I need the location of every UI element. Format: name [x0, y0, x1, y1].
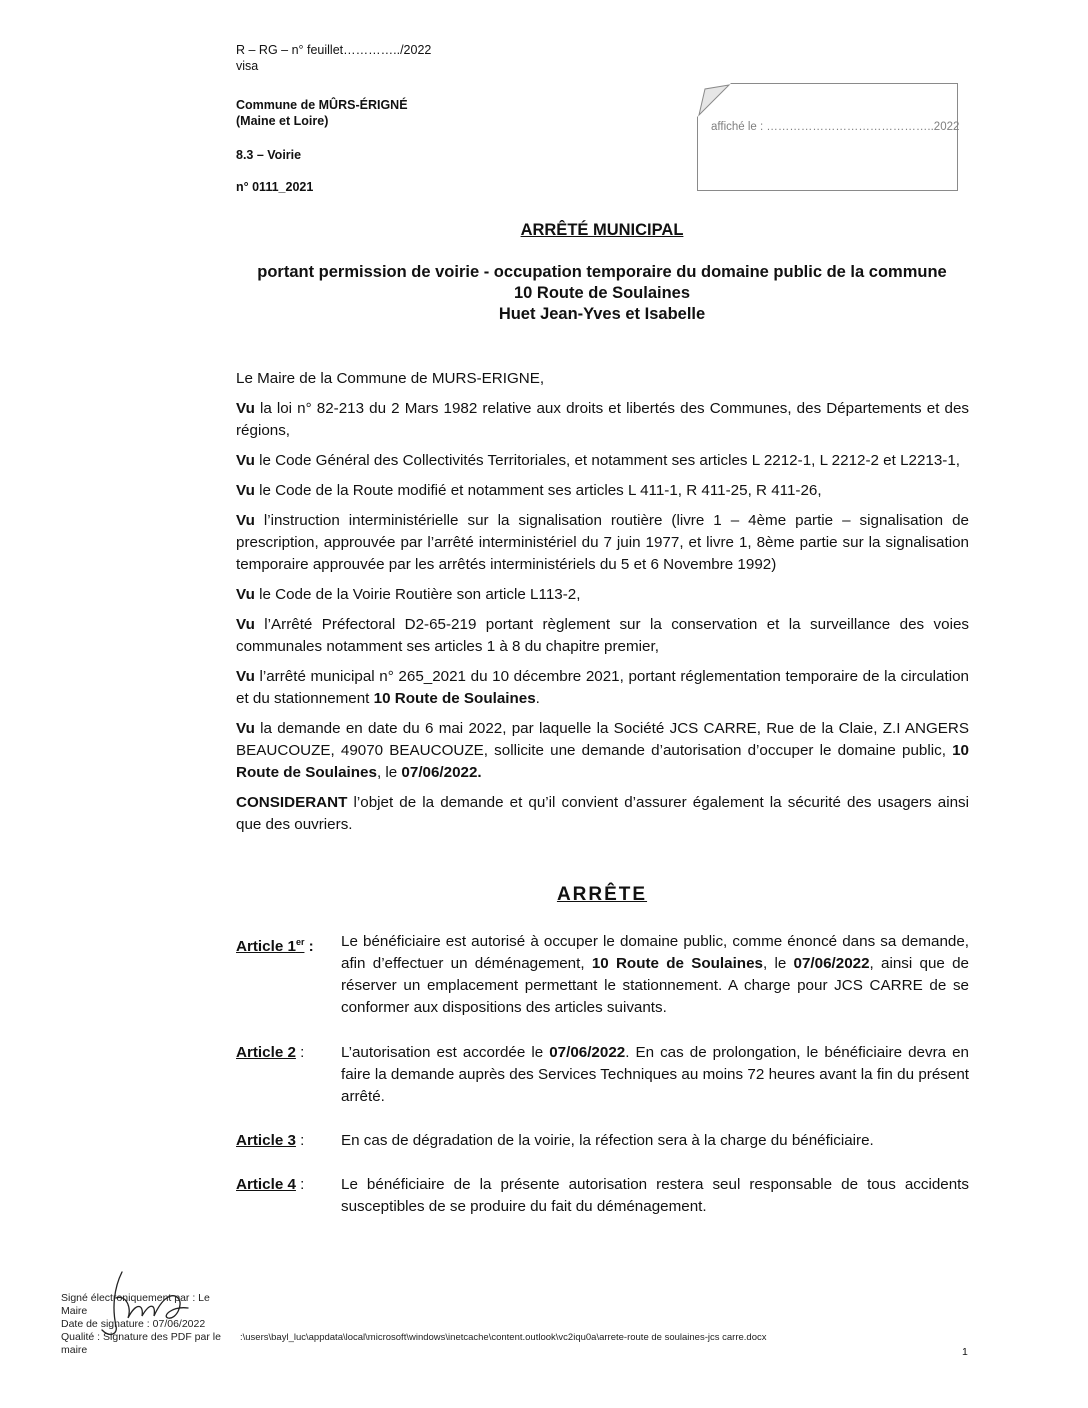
- article-2-label: [236, 1042, 304, 1064]
- preamble-intro: Le Maire de la Commune de MURS-ERIGNE,: [236, 370, 545, 387]
- date-bold: 07/06/2022: [549, 1044, 626, 1061]
- vu-paragraph-5: [236, 584, 969, 606]
- vu-text: l’arrêté municipal n° 265_2021 du 10 décembre 2021, portant réglementation temporaire de la circulation et du stationnement: [236, 668, 969, 707]
- document-subtitle: [240, 262, 964, 325]
- article-3-text: En cas de dégradation de la voirie, la réfection sera à la charge du bénéficiaire.: [341, 1132, 874, 1149]
- article-text: , ainsi que de réserver un emplacement permettant le stationnement. A charge pour JCS CARRE de se conformer aux dispositions des articles suivants.: [341, 955, 969, 1016]
- article-text: , le: [762, 955, 794, 972]
- file-path: :\users\bayl_luc\appdata\local\microsoft\windows\inetcache\content.outlook\vc2iqu0a\arrete-route de soulaines-jcs carre.docx: [240, 1332, 767, 1343]
- article-text: Le bénéficiaire est autorisé à occuper le domaine public, comme énoncé dans sa demande, afin d’effectuer un déménagement,: [341, 933, 969, 972]
- considerant-text: l’objet de la demande et qu’il convient d’assurer également la sécurité des usagers ainsi que des ouvriers.: [236, 794, 969, 833]
- article-1-text: [341, 931, 969, 1019]
- article-colon: :: [295, 1176, 305, 1193]
- electronic-signature-info: [61, 1292, 231, 1357]
- article-colon: :: [295, 1132, 305, 1149]
- vu-text: l’Arrêté Préfectoral D2-65-219 portant règlement sur la conservation et la surveillance des voies communales notamment ses articles 1 à 8 du chapitre premier,: [236, 616, 969, 655]
- subtitle-line-1: portant permission de voirie - occupation temporaire du domaine public de la commune: [257, 263, 947, 281]
- date-bold: 07/06/2022: [793, 955, 870, 972]
- vu-text: le Code Général des Collectivités Territoriales, et notamment ses articles L 2212-1, L 2212-2 et L2213-1,: [254, 452, 961, 469]
- vu-word: Vu: [236, 482, 255, 499]
- posting-stamp-box: [697, 83, 958, 191]
- article-text: . En cas de prolongation, le bénéficiaire devra en faire la demande auprès des Services Techniques au moins 72 heures avant la fin du présent arrêté.: [341, 1044, 970, 1105]
- vu-text: le Code de la Voirie Routière son article L113-2,: [254, 586, 581, 603]
- vu-text: la demande en date du 6 mai 2022, par laquelle la Société JCS CARRE, Rue de la Claie, Z.I ANGERS BEAUCOUZE, 49070 BEAUCOUZE, sollicite une demande d’autorisation d’occuper le domaine public,: [236, 720, 969, 759]
- address-bold: 10 Route de Soulaines: [236, 742, 969, 781]
- vu-word: Vu: [236, 512, 255, 529]
- article-colon: :: [304, 938, 314, 956]
- vu-text: l’instruction interministérielle sur la signalisation routière (livre 1 – 4ème partie – signalisation de prescription, approuvée par l’arrêté interministériel du 7 juin 1977, et livre 1, 8ème partie sur la signalisation temporaire approuvée par les arrêtés interministériels du 5 et 6 Novembre 1992): [236, 512, 969, 573]
- address-bold: 10 Route de Soulaines: [373, 690, 536, 707]
- vu-text: le Code de la Route modifié et notamment ses articles L 411-1, R 411-25, R 411-26,: [254, 482, 822, 499]
- vu-word: Vu: [236, 720, 255, 737]
- vu-paragraph-1: [236, 398, 969, 442]
- commune-name: Commune de MÛRS-ÉRIGNÉ: [236, 98, 408, 112]
- article-1-label: [236, 931, 314, 958]
- considerant-word: CONSIDERANT: [236, 794, 348, 811]
- subtitle-names: Huet Jean-Yves et Isabelle: [498, 305, 706, 323]
- vu-paragraph-8: [236, 718, 969, 784]
- vu-paragraph-7: [236, 666, 969, 710]
- vu-text: , le: [376, 764, 402, 781]
- arrete-heading: ARRÊTE: [556, 884, 648, 905]
- vu-paragraph-6: [236, 614, 969, 658]
- article-label-text: Article 2: [236, 1044, 296, 1061]
- preamble: [236, 368, 969, 844]
- article-2-text: [341, 1042, 969, 1108]
- vu-word: Vu: [236, 452, 255, 469]
- signature-date: Date de signature : 07/06/2022: [61, 1318, 206, 1330]
- signature-signer: Signé électroniquement par : Le Maire: [61, 1292, 210, 1317]
- vu-word: Vu: [236, 400, 255, 417]
- vu-paragraph-2: [236, 450, 969, 472]
- article-sup: er: [295, 937, 305, 947]
- page-number: 1: [962, 1346, 968, 1358]
- date-bold: 07/06/2022.: [401, 764, 482, 781]
- article-3-label: [236, 1130, 304, 1152]
- considerant-paragraph: [236, 792, 969, 836]
- article-label-text: Article 1: [236, 938, 296, 956]
- signature-quality: Qualité : Signature des PDF par le maire: [61, 1331, 221, 1356]
- commune-region: (Maine et Loire): [236, 114, 329, 128]
- vu-word: Vu: [236, 586, 255, 603]
- decree-number: n° 0111_2021: [236, 180, 314, 194]
- vu-paragraph-4: [236, 510, 969, 576]
- vu-word: Vu: [236, 616, 255, 633]
- vu-paragraph-3: [236, 480, 969, 502]
- category-label: 8.3 – Voirie: [236, 148, 302, 162]
- article-4-label: [236, 1174, 304, 1196]
- subtitle-address: 10 Route de Soulaines: [513, 284, 691, 302]
- article-text: L’autorisation est accordée le: [341, 1044, 550, 1061]
- posted-on-label: affiché le : ……………………………………..2022: [711, 121, 960, 133]
- commune-block: [236, 97, 408, 129]
- reference-line: R – RG – n° feuillet…………../2022: [236, 43, 432, 57]
- header-ref: [236, 42, 431, 74]
- vu-text: .: [535, 690, 540, 707]
- article-4-text: Le bénéficiaire de la présente autorisation restera seul responsable de tous accidents susceptibles de se produire du fait du déménagement.: [341, 1176, 969, 1215]
- folded-corner-icon: [697, 83, 731, 117]
- vu-text: la loi n° 82-213 du 2 Mars 1982 relative aux droits et libertés des Communes, des Départements et des régions,: [236, 400, 969, 439]
- address-bold: 10 Route de Soulaines: [591, 955, 763, 972]
- article-label-text: Article 4: [236, 1176, 296, 1193]
- document-title: ARRÊTÉ MUNICIPAL: [520, 221, 684, 239]
- article-label-text: Article 3: [236, 1132, 296, 1149]
- vu-word: Vu: [236, 668, 255, 685]
- article-colon: :: [295, 1044, 305, 1061]
- visa-label: visa: [236, 59, 259, 73]
